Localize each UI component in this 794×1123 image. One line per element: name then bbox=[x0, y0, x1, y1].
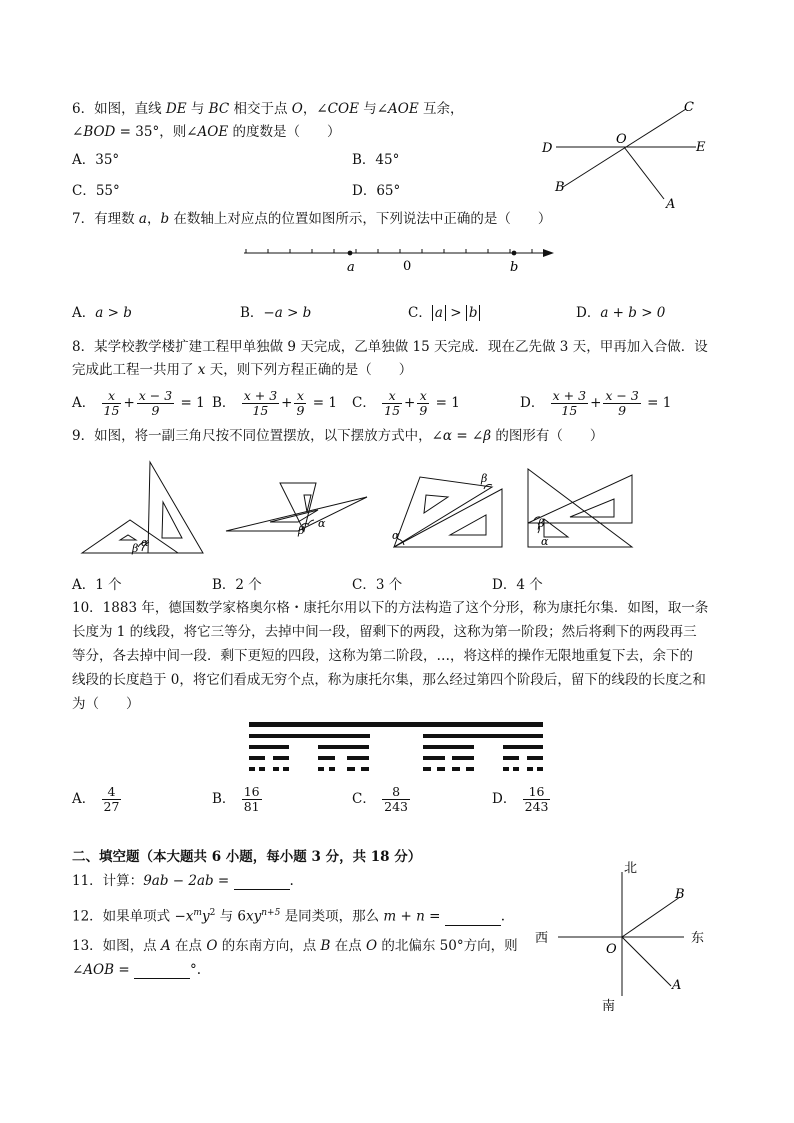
q10-option-a[interactable] bbox=[72, 784, 123, 814]
fraction bbox=[551, 389, 588, 418]
q6-option-c[interactable]: C．55° bbox=[72, 183, 120, 199]
q12-var: xy bbox=[246, 908, 262, 925]
q9-var: β bbox=[483, 428, 492, 444]
q7-axis-label-a: a bbox=[347, 260, 355, 275]
numerator: x − 3 bbox=[138, 388, 173, 403]
cantor-stage-1 bbox=[249, 734, 543, 738]
denominator: 15 bbox=[384, 403, 401, 418]
fraction bbox=[294, 389, 306, 418]
q7-abs-b: b bbox=[466, 305, 481, 321]
q13-fig-south: 南 bbox=[602, 999, 616, 1014]
q11-text: 11．计算： bbox=[72, 873, 144, 889]
q12-var: m + n bbox=[383, 908, 425, 925]
fraction bbox=[523, 785, 551, 814]
cantor-stage-0 bbox=[249, 722, 543, 727]
q6-var: O bbox=[291, 101, 303, 117]
option-label: D． bbox=[520, 395, 545, 411]
denominator: 243 bbox=[524, 799, 549, 814]
q10-line2: 长度为 1 的线段，将它三等分，去掉中间一段，留剩下的两段，这称为第一阶段；然后将剩下的两段再三 bbox=[72, 624, 697, 640]
q12-text: 是同类项，那么 bbox=[280, 908, 384, 925]
q13-answer-blank[interactable] bbox=[134, 964, 190, 979]
triangle-ruler-45 bbox=[394, 477, 492, 547]
q8-option-c[interactable] bbox=[352, 388, 460, 418]
q9-fig2-beta: β bbox=[298, 524, 305, 537]
q11-text: . bbox=[289, 873, 294, 889]
numerator: x bbox=[102, 389, 122, 404]
q6-fig-label-e: E bbox=[696, 140, 706, 155]
q8-option-d[interactable] bbox=[520, 388, 671, 418]
q13-fig-o: O bbox=[606, 942, 617, 957]
denominator: 27 bbox=[103, 799, 120, 814]
q9-option-b[interactable]: B．2 个 bbox=[212, 577, 262, 593]
q7-option-a-expr: a > b bbox=[95, 305, 132, 321]
denominator: 9 bbox=[419, 403, 428, 418]
q6-var: AOE bbox=[388, 101, 419, 117]
q9-fig4-alpha: α bbox=[541, 535, 549, 548]
equals-one: = 1 bbox=[647, 395, 672, 411]
cantor-stage-3 bbox=[249, 756, 543, 760]
denominator: 15 bbox=[103, 403, 120, 418]
q6-fig-label-d: D bbox=[542, 141, 553, 156]
q9-option-c[interactable]: C．3 个 bbox=[352, 577, 403, 593]
q10-line5: 为（ ） bbox=[72, 696, 140, 712]
option-label: D． bbox=[492, 791, 517, 807]
q6-fig-label-o: O bbox=[616, 132, 627, 147]
denominator: 9 bbox=[151, 403, 160, 418]
fraction bbox=[417, 389, 429, 418]
denominator: 81 bbox=[243, 799, 260, 814]
q12-text: = bbox=[424, 908, 445, 925]
q6-text: ∠ bbox=[72, 124, 84, 140]
triangle-ruler-hole bbox=[162, 502, 182, 538]
q6-text: ，∠ bbox=[302, 101, 328, 117]
triangle-ruler-hole bbox=[424, 495, 448, 513]
numerator: x + 3 bbox=[243, 388, 278, 403]
q7-var: b bbox=[160, 211, 170, 227]
q6-var: BOD bbox=[83, 124, 116, 140]
q7-axis-arrow bbox=[543, 249, 554, 257]
q13-fig-north: 北 bbox=[624, 861, 638, 876]
option-label: A． bbox=[72, 395, 96, 411]
q9-text: = ∠ bbox=[452, 428, 484, 444]
q8-text: 完成此工程一共用了 bbox=[72, 362, 198, 378]
q6-fig-label-c: C bbox=[684, 100, 694, 115]
q9-fig1-alpha: α bbox=[141, 536, 149, 549]
denominator: 9 bbox=[296, 403, 305, 418]
numerator: x bbox=[382, 389, 402, 404]
denominator: 15 bbox=[561, 403, 578, 418]
plus: + bbox=[281, 395, 293, 411]
fraction bbox=[102, 785, 122, 814]
triangle-ruler-hole bbox=[304, 495, 311, 512]
q6-option-d[interactable]: D．65° bbox=[352, 183, 401, 199]
q9-text: 9．如图，将一副三角尺按不同位置摆放，以下摆放方式中，∠ bbox=[72, 428, 443, 444]
q7-point-b bbox=[512, 251, 517, 256]
numerator: x − 3 bbox=[605, 388, 639, 403]
q13-text: 在点 bbox=[330, 938, 367, 954]
fraction bbox=[242, 785, 262, 814]
numerator: 4 bbox=[102, 785, 122, 800]
q13-text: ∠ bbox=[72, 962, 84, 978]
q13-fig-a: A bbox=[672, 978, 682, 993]
q13-var: AOB bbox=[83, 962, 115, 978]
q13-compass-figure bbox=[534, 856, 724, 1016]
q6-text: 的度数是（ ） bbox=[228, 124, 341, 140]
q13-var: O bbox=[206, 938, 218, 954]
q12-text: 与 6 bbox=[215, 908, 246, 925]
q8-text: 天，则下列方程正确的是（ ） bbox=[205, 362, 413, 378]
option-label: A． bbox=[72, 791, 96, 807]
q13-text: = bbox=[114, 962, 134, 978]
q6-var: BC bbox=[208, 101, 230, 117]
plus: + bbox=[123, 395, 135, 411]
q9-fig3-alpha: α bbox=[392, 529, 400, 542]
q6-text: 互余， bbox=[418, 101, 464, 117]
q6-text: = 35°，则∠ bbox=[115, 124, 198, 140]
q7-text: ， bbox=[146, 211, 161, 227]
q9-option-d[interactable]: D．4 个 bbox=[492, 577, 543, 593]
option-label: C． bbox=[352, 791, 376, 807]
q12-text: 12．如果单项式 − bbox=[72, 908, 186, 925]
option-label: B． bbox=[240, 305, 264, 321]
q6-text: 与∠ bbox=[358, 101, 389, 117]
q8-line2 bbox=[72, 361, 412, 379]
numerator: 16 bbox=[243, 784, 260, 799]
plus: + bbox=[404, 395, 416, 411]
q7-stem bbox=[72, 210, 551, 228]
cantor-stage-2 bbox=[249, 745, 543, 749]
triangle-ruler-30-60 bbox=[528, 475, 632, 523]
q9-fig2-alpha: α bbox=[318, 517, 326, 530]
fraction bbox=[102, 389, 122, 418]
numerator: x bbox=[294, 389, 306, 404]
option-label: B． bbox=[212, 395, 236, 411]
q8-option-a[interactable] bbox=[72, 388, 205, 418]
q13-text: 13．如图，点 bbox=[72, 938, 161, 954]
denominator: 9 bbox=[618, 403, 627, 418]
q10-option-c[interactable] bbox=[352, 784, 412, 814]
q7-number-line bbox=[240, 244, 560, 278]
option-label: C． bbox=[408, 305, 432, 321]
option-label: A． bbox=[72, 305, 96, 321]
q9-stem bbox=[72, 427, 603, 445]
q13-line2 bbox=[72, 961, 201, 979]
fraction bbox=[382, 785, 410, 814]
q11-expr: 9ab − 2ab bbox=[143, 873, 214, 889]
numerator: 16 bbox=[523, 785, 551, 800]
q7-axis-label-b: b bbox=[510, 260, 519, 275]
numerator: x bbox=[417, 389, 429, 404]
q6-line1 bbox=[72, 100, 464, 118]
denominator: 243 bbox=[384, 799, 408, 814]
equals-one: = 1 bbox=[435, 395, 460, 411]
option-label: B． bbox=[212, 791, 236, 807]
q6-option-b[interactable]: B．45° bbox=[352, 152, 400, 168]
q13-var: A bbox=[160, 938, 171, 954]
q9-fig1-beta: β bbox=[132, 542, 139, 555]
q9-text: 的图形有（ ） bbox=[491, 428, 604, 444]
triangle-ruler-hole bbox=[570, 499, 614, 517]
q11-answer-blank[interactable] bbox=[234, 875, 290, 890]
fraction bbox=[382, 389, 402, 418]
q13-text: 在点 bbox=[170, 938, 207, 954]
q7-option-b[interactable] bbox=[240, 304, 311, 322]
q9-option-a[interactable]: A．1 个 bbox=[72, 577, 122, 593]
q12-var: y bbox=[201, 908, 210, 925]
q9-var: α bbox=[442, 428, 453, 444]
q10-cantor-set-figure bbox=[247, 720, 547, 774]
option-label: D． bbox=[576, 305, 601, 321]
q13-fig-b: B bbox=[675, 887, 685, 902]
q7-text: 在数轴上对应点的位置如图所示，下列说法中正确的是（ ） bbox=[169, 211, 552, 227]
q7-option-d[interactable] bbox=[576, 304, 665, 322]
q13-fig-west: 西 bbox=[535, 931, 549, 946]
equals-one: = 1 bbox=[312, 395, 337, 411]
numerator: x + 3 bbox=[552, 388, 587, 403]
triangle-ruler-30-60 bbox=[148, 462, 203, 553]
q9-figure-2 bbox=[222, 470, 372, 540]
fraction bbox=[137, 389, 174, 418]
q12 bbox=[72, 904, 505, 926]
q13-text: 的北偏东 50°方向，则 bbox=[377, 938, 518, 954]
q13-var: O bbox=[366, 938, 378, 954]
q13-line1 bbox=[72, 937, 518, 955]
q6-option-a[interactable]: A．35° bbox=[72, 152, 120, 168]
q12-answer-blank[interactable] bbox=[445, 911, 501, 926]
q7-option-c[interactable] bbox=[408, 304, 480, 322]
q12-var: x bbox=[185, 908, 194, 925]
q12-exp: m bbox=[193, 908, 202, 918]
q10-line3: 等分，各去掉中间一段．剩下更短的四段，这称为第二阶段，…，将这样的操作无限地重复下去，余下的 bbox=[72, 648, 693, 664]
q6-text: 6．如图，直线 bbox=[72, 101, 166, 117]
q12-exp: 2 bbox=[209, 908, 216, 918]
fraction bbox=[603, 389, 640, 418]
q6-fig-label-b: B bbox=[555, 180, 565, 195]
q6-figure bbox=[536, 95, 726, 215]
q10-option-d[interactable] bbox=[492, 784, 552, 814]
triangle-ruler-hole bbox=[120, 535, 136, 540]
q9-figure-4 bbox=[518, 465, 638, 555]
q7-var: a bbox=[138, 211, 147, 227]
q11-text: = bbox=[213, 873, 234, 889]
q6-var: DE bbox=[165, 101, 187, 117]
section-2-title: 二、填空题（本大题共 6 小题，每小题 3 分，共 18 分） bbox=[72, 849, 422, 865]
q6-fig-label-a: A bbox=[666, 197, 676, 212]
cantor-stage-4 bbox=[249, 767, 543, 771]
option-label: C． bbox=[352, 395, 376, 411]
q6-var: COE bbox=[327, 101, 359, 117]
q13-text: 的东南方向，点 bbox=[217, 938, 321, 954]
q13-var: B bbox=[320, 938, 331, 954]
q9-fig4-beta: β bbox=[538, 517, 545, 530]
q8-option-b[interactable] bbox=[212, 388, 337, 418]
q6-var: AOE bbox=[197, 124, 229, 140]
numerator: 8 bbox=[382, 785, 410, 800]
q10-line4: 线段的长度趋于 0，将它们看成无穷个点，称为康托尔集，那么经过第四个阶段后，留下的线段的长度之和 bbox=[72, 672, 706, 688]
q13-text: °. bbox=[189, 962, 202, 978]
triangle-ruler-30-60 bbox=[226, 497, 367, 531]
q7-option-d-expr: a + b > 0 bbox=[600, 305, 666, 321]
q10-line1: 10．1883 年，德国数学家格奥尔格・康托尔用以下的方法构造了这个分形，称为康托尔集．如图，取一条 bbox=[72, 600, 709, 616]
q6-text: 与 bbox=[186, 101, 209, 117]
q8-line1: 8．某学校教学楼扩建工程甲单独做 9 天完成，乙单独做 15 天完成．现在乙先做 3 天，甲再加入合做．设 bbox=[72, 339, 708, 355]
q13-fig-east: 东 bbox=[691, 931, 705, 946]
q7-point-a bbox=[348, 251, 353, 256]
q6-line2 bbox=[72, 123, 340, 141]
q9-figure-1 bbox=[80, 458, 210, 558]
q12-exp: n+5 bbox=[261, 908, 281, 918]
q7-axis-label-0: 0 bbox=[403, 259, 412, 274]
q7-option-a[interactable] bbox=[72, 304, 132, 322]
q7-gt: > bbox=[445, 305, 466, 321]
fraction bbox=[242, 389, 279, 418]
triangle-ruler-hole bbox=[450, 515, 486, 535]
q10-option-b[interactable] bbox=[212, 784, 264, 814]
q12-text: . bbox=[500, 908, 506, 925]
q9-fig3-beta: β bbox=[481, 472, 488, 485]
q8-var: x bbox=[197, 362, 206, 378]
q7-option-b-expr: −a > b bbox=[263, 305, 312, 321]
equals-one: = 1 bbox=[180, 395, 205, 411]
q9-figure-3 bbox=[380, 465, 515, 555]
q7-ticks bbox=[246, 249, 532, 253]
q7-abs-a: a bbox=[432, 305, 446, 321]
q7-text: 7．有理数 bbox=[72, 211, 139, 227]
q11 bbox=[72, 872, 294, 890]
plus: + bbox=[590, 395, 602, 411]
denominator: 15 bbox=[252, 403, 269, 418]
q6-text: 相交于点 bbox=[229, 101, 292, 117]
